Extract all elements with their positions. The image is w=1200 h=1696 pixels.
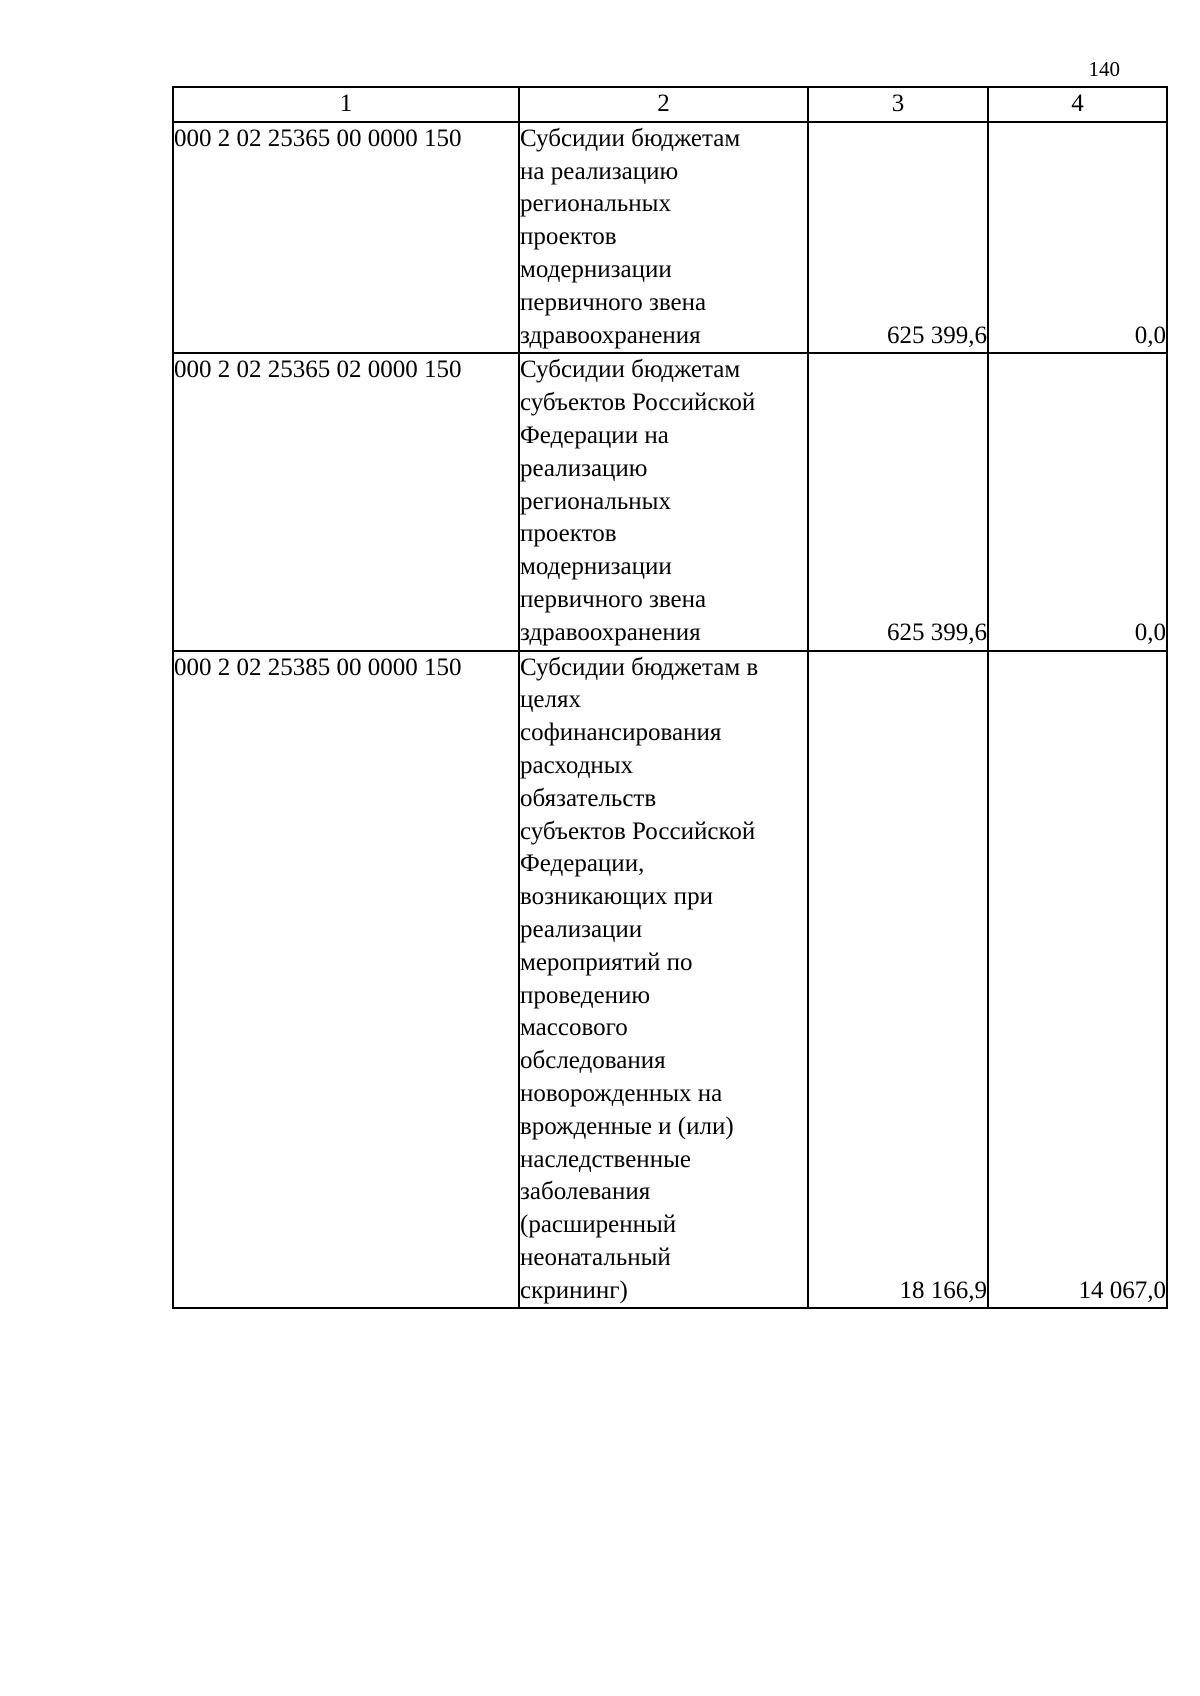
description-line: врожденные и (или) [520,1112,734,1140]
column-header-4: 4 [988,87,1167,122]
description-cell [519,122,808,354]
description-line: здравоохранения [520,321,701,349]
description-line: субъектов Российской [520,389,756,417]
amount-col3-cell: 625 399,6 [808,122,988,354]
description-line: Субсидии бюджетам [520,356,741,384]
budget-code-cell: 000 2 02 25365 00 0000 150 [173,122,519,354]
description-line: Субсидии бюджетам [520,124,741,152]
budget-code-cell: 000 2 02 25365 02 0000 150 [173,353,519,650]
description-line: обследования [520,1047,666,1075]
description-line: проведению [520,981,651,1009]
description-line: наследственные [520,1145,691,1173]
page-number: 140 [1088,57,1120,81]
description-line: Субсидии бюджетам в [520,653,759,681]
description-line: реализации [520,915,643,943]
table-row [173,651,1167,1309]
description-line: субъектов Российской [520,817,756,845]
description-line: региональных [520,190,671,218]
description-line: на реализацию [520,157,679,185]
table-row [173,353,1167,650]
description-line: целях [520,686,581,714]
description-line: обязательств [520,784,657,812]
table-row [173,122,1167,354]
column-header-2: 2 [519,87,808,122]
description-cell [519,651,808,1309]
description-cell [519,353,808,650]
description-line: модернизации [520,255,672,283]
description-line: первичного звена [520,288,707,316]
column-header-3: 3 [808,87,988,122]
description-line: первичного звена [520,585,707,613]
description-line: новорожденных на [520,1079,723,1107]
description-line: мероприятий по [520,948,693,976]
budget-table [172,86,1168,1309]
description-line: неонатальный [520,1243,671,1271]
budget-code-cell: 000 2 02 25385 00 0000 150 [173,651,519,1309]
description-line: расходных [520,751,634,779]
table-header-row [173,87,1167,122]
amount-col3-cell: 625 399,6 [808,353,988,650]
description-line: региональных [520,487,671,515]
description-line: заболевания [520,1178,651,1206]
description-line: массового [520,1014,628,1042]
description-line: Федерации, [520,850,645,878]
amount-col4-cell: 0,0 [988,353,1167,650]
description-line: проектов [520,520,617,548]
description-line: (расширенный [520,1211,677,1239]
column-header-1: 1 [173,87,519,122]
amount-col3-cell: 18 166,9 [808,651,988,1309]
amount-col4-cell: 14 067,0 [988,651,1167,1309]
amount-col4-cell: 0,0 [988,122,1167,354]
description-line: возникающих при [520,883,713,911]
description-line: реализацию [520,454,648,482]
description-line: модернизации [520,553,672,581]
description-line: софинансирования [520,719,722,747]
description-line: скрининг) [520,1276,628,1304]
description-line: Федерации на [520,421,669,449]
description-line: здравоохранения [520,618,701,646]
description-line: проектов [520,223,617,251]
